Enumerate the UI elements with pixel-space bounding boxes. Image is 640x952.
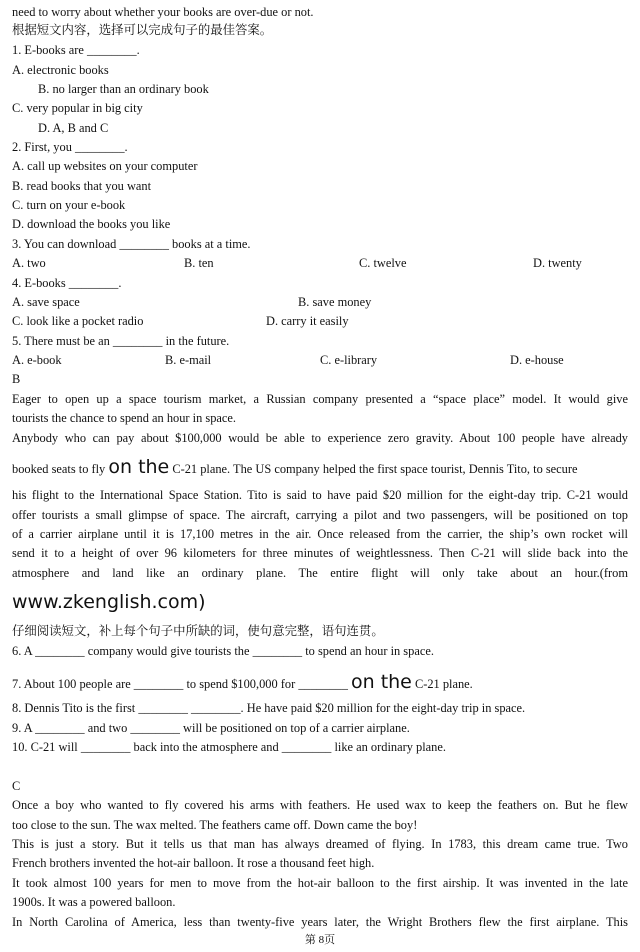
option-2b: B. read books that you want [12, 179, 152, 193]
passage-c-line: French brothers invented the hot-air balloon. It rose a thousand feet high. [12, 856, 375, 870]
passage-b-line: offer tourists a small glimpse of space. The aircraft, carrying a pilot and two passengers, will be positioned on top [12, 508, 628, 522]
question-4: 4. E-books ________. [12, 276, 122, 290]
options-5 [12, 352, 592, 368]
passage-text-large: on the [108, 456, 170, 478]
question-text-large: on the [350, 671, 412, 693]
instruction-b: 仔细阅读短文，补上每个句子中所缺的词，使句意完整，语句连贯。 [12, 624, 384, 638]
passage-text: booked seats to fly [12, 462, 109, 476]
section-b-heading: B [12, 372, 21, 386]
question-10: 10. C-21 will ________ back into the atmosphere and ________ like an ordinary plane. [12, 740, 446, 754]
passage-b-line: his flight to the International Space Station. Tito is said to have paid $20 million for the eight-day trip. C-21 would [12, 488, 628, 502]
passage-b-line: tourists the chance to spend an hour in space. [12, 411, 236, 425]
option-2a: A. call up websites on your computer [12, 159, 198, 173]
question-8: 8. Dennis Tito is the first ________ ________. He have paid $20 million for the eight-day trip in space. [12, 701, 526, 715]
option-4b: B. save money [298, 295, 372, 309]
option-4a: A. save space [12, 295, 80, 309]
question-9: 9. A ________ and two ________ will be positioned on top of a carrier airplane. [12, 721, 410, 735]
passage-b-line: of a carrier airplane until it is 17,100 metres in the air. Once released from the carrier, the ship’s own rocket will [12, 527, 628, 541]
option-5a: A. e-book [12, 353, 62, 367]
passage-text: C-21 plane. The US company helped the first space tourist, Dennis Tito, to secure [169, 462, 578, 476]
passage-b-line: Eager to open up a space tourism market, a Russian company presented a “space place” model. It would give [12, 392, 628, 406]
option-5d: D. e-house [510, 353, 564, 367]
text-line: need to worry about whether your books are over-due or not. [12, 5, 314, 19]
option-1d: D. A, B and C [38, 121, 109, 135]
option-1a: A. electronic books [12, 63, 109, 77]
option-3c: C. twelve [359, 256, 407, 270]
passage-c-line: This is just a story. But it tells us that man has always dreamed of flying. In 1783, this dream came true. Two [12, 837, 628, 851]
passage-b-line: send it to a height of over 96 kilometers for three minutes of weightlessness. Then C-21 will slide back into the [12, 546, 628, 560]
option-3b: B. ten [184, 256, 214, 270]
option-4d: D. carry it easily [266, 314, 349, 328]
page-number: 第 8页 [304, 934, 336, 946]
option-3d: D. twenty [533, 256, 582, 270]
question-3: 3. You can download ________ books at a time. [12, 237, 251, 251]
passage-c-line: In North Carolina of America, less than twenty-five years later, the Wright Brothers flew the first airplane. This [12, 915, 628, 929]
source-url: www.zkenglish.com) [12, 591, 206, 613]
option-5c: C. e-library [320, 353, 378, 367]
options-4-row2 [12, 313, 592, 329]
question-2: 2. First, you ________. [12, 140, 128, 154]
passage-b-line: Anybody who can pay about $100,000 would be able to experience zero gravity. About 100 people have already [12, 431, 628, 445]
instruction-a: 根据短文内容，选择可以完成句子的最佳答案。 [12, 23, 273, 37]
question-5: 5. There must be an ________ in the future. [12, 334, 230, 348]
passage-c-line: too close to the sun. The wax melted. The feathers came off. Down came the boy! [12, 818, 418, 832]
passage-c-line: Once a boy who wanted to fly covered his arms with feathers. He used wax to keep the feathers on. But he flew [12, 798, 628, 812]
question-6: 6. A ________ company would give tourists the ________ to spend an hour in space. [12, 644, 434, 658]
question-1: 1. E-books are ________. [12, 43, 140, 57]
option-5b: B. e-mail [165, 353, 212, 367]
passage-c-line: It took almost 100 years for men to move from the hot-air balloon to the first airship. It was invented in the late [12, 876, 628, 890]
passage-b-line [12, 456, 628, 480]
option-2d: D. download the books you like [12, 217, 171, 231]
option-1b: B. no larger than an ordinary book [38, 82, 209, 96]
option-4c: C. look like a pocket radio [12, 314, 144, 328]
question-7 [12, 670, 473, 696]
passage-b-line: atmosphere and land like an ordinary plane. The entire flight will only take about an hour.(from [12, 566, 628, 580]
option-1c: C. very popular in big city [12, 101, 143, 115]
passage-c-line: 1900s. It was a powered balloon. [12, 895, 176, 909]
question-text: 7. About 100 people are ________ to spend $100,000 for ________ [12, 677, 351, 691]
option-3a: A. two [12, 256, 46, 270]
question-text: C-21 plane. [411, 677, 473, 691]
options-3 [12, 255, 592, 271]
options-4-row1 [12, 294, 592, 310]
option-2c: C. turn on your e-book [12, 198, 126, 212]
section-c-heading: C [12, 779, 21, 793]
